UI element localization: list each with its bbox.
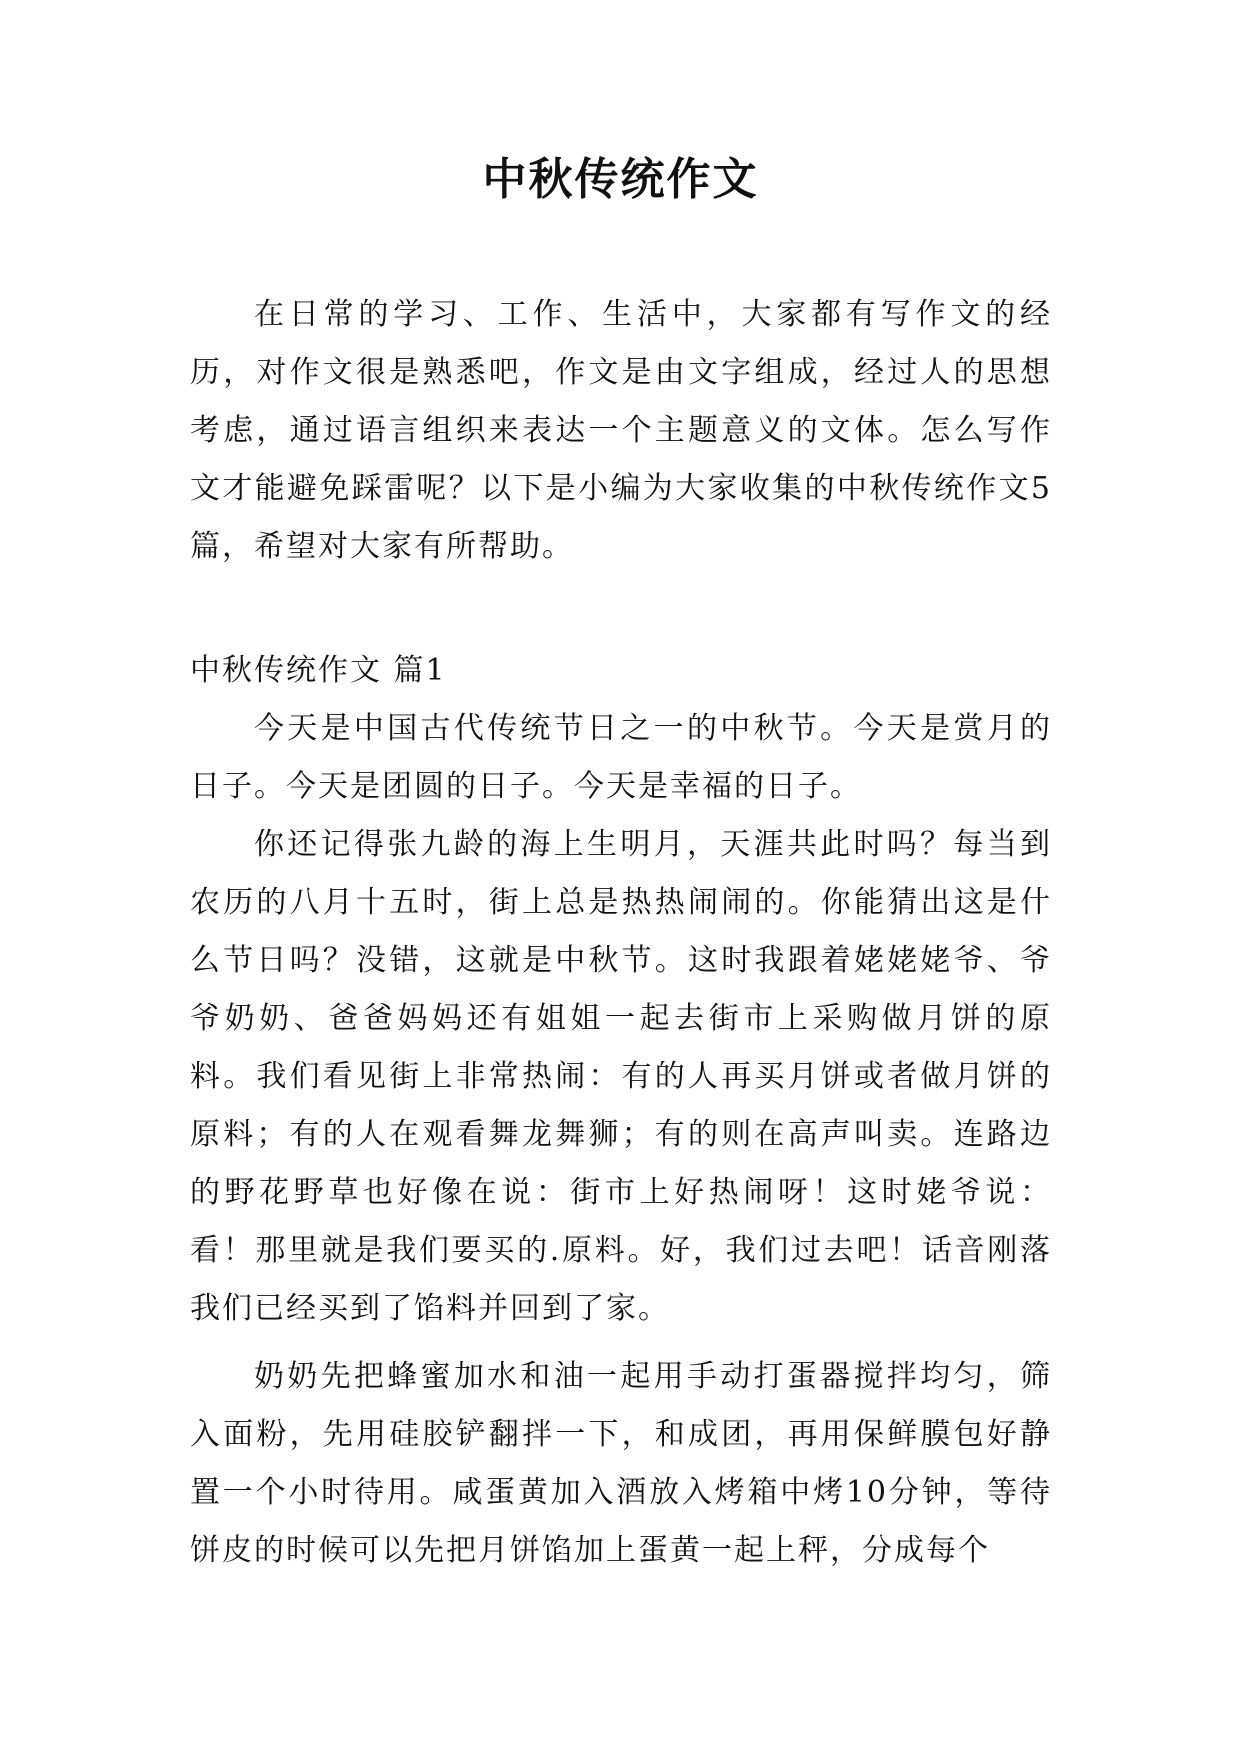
intro-paragraph: 在日常的学习、工作、生活中，大家都有写作文的经历，对作文很是熟悉吧，作文是由文字组成，经过人的思想考虑，通过语言组织来表达一个主题意义的文体。怎么写作文才能避免踩雷呢？以下是小编为大家收集的中秋传统作文5篇，希望对大家有所帮助。 [190, 297, 1052, 564]
essay-paragraph-1: 今天是中国古代传统节日之一的中秋节。今天是赏月的日子。今天是团圆的日子。今天是幸福的日子。 [190, 711, 1052, 804]
document-title: 中秋传统作文 [482, 154, 759, 205]
essay-paragraph-3: 奶奶先把蜂蜜加水和油一起用手动打蛋器搅拌均匀，筛入面粉，先用硅胶铲翻拌一下，和成团，再用保鲜膜包好静置一个小时待用。咸蛋黄加入酒放入烤箱中烤10分钟，等待饼皮的时候可以先把月饼馅加上蛋黄一起上秤，分成每个 [190, 1359, 1052, 1568]
essay-body [190, 700, 1052, 1580]
essay-paragraph-2: 你还记得张九龄的海上生明月，天涯共此时吗？每当到农历的八月十五时，街上总是热热闹闹的。你能猜出这是什么节日吗？没错，这就是中秋节。这时我跟着姥姥姥爷、爷爷奶奶、爸爸妈妈还有姐姐一起去街市上采购做月饼的原料。我们看见街上非常热闹：有的人再买月饼或者做月饼的原料；有的人在观看舞龙舞狮；有的则在高声叫卖。连路边的野花野草也好像在说：街市上好热闹呀！这时姥爷说：看！那里就是我们要买的.原料。好，我们过去吧！话音刚落我们已经买到了馅料并回到了家。 [190, 827, 1052, 1326]
section-heading: 中秋传统作文 篇1 [190, 653, 447, 688]
intro-section [190, 286, 1052, 576]
